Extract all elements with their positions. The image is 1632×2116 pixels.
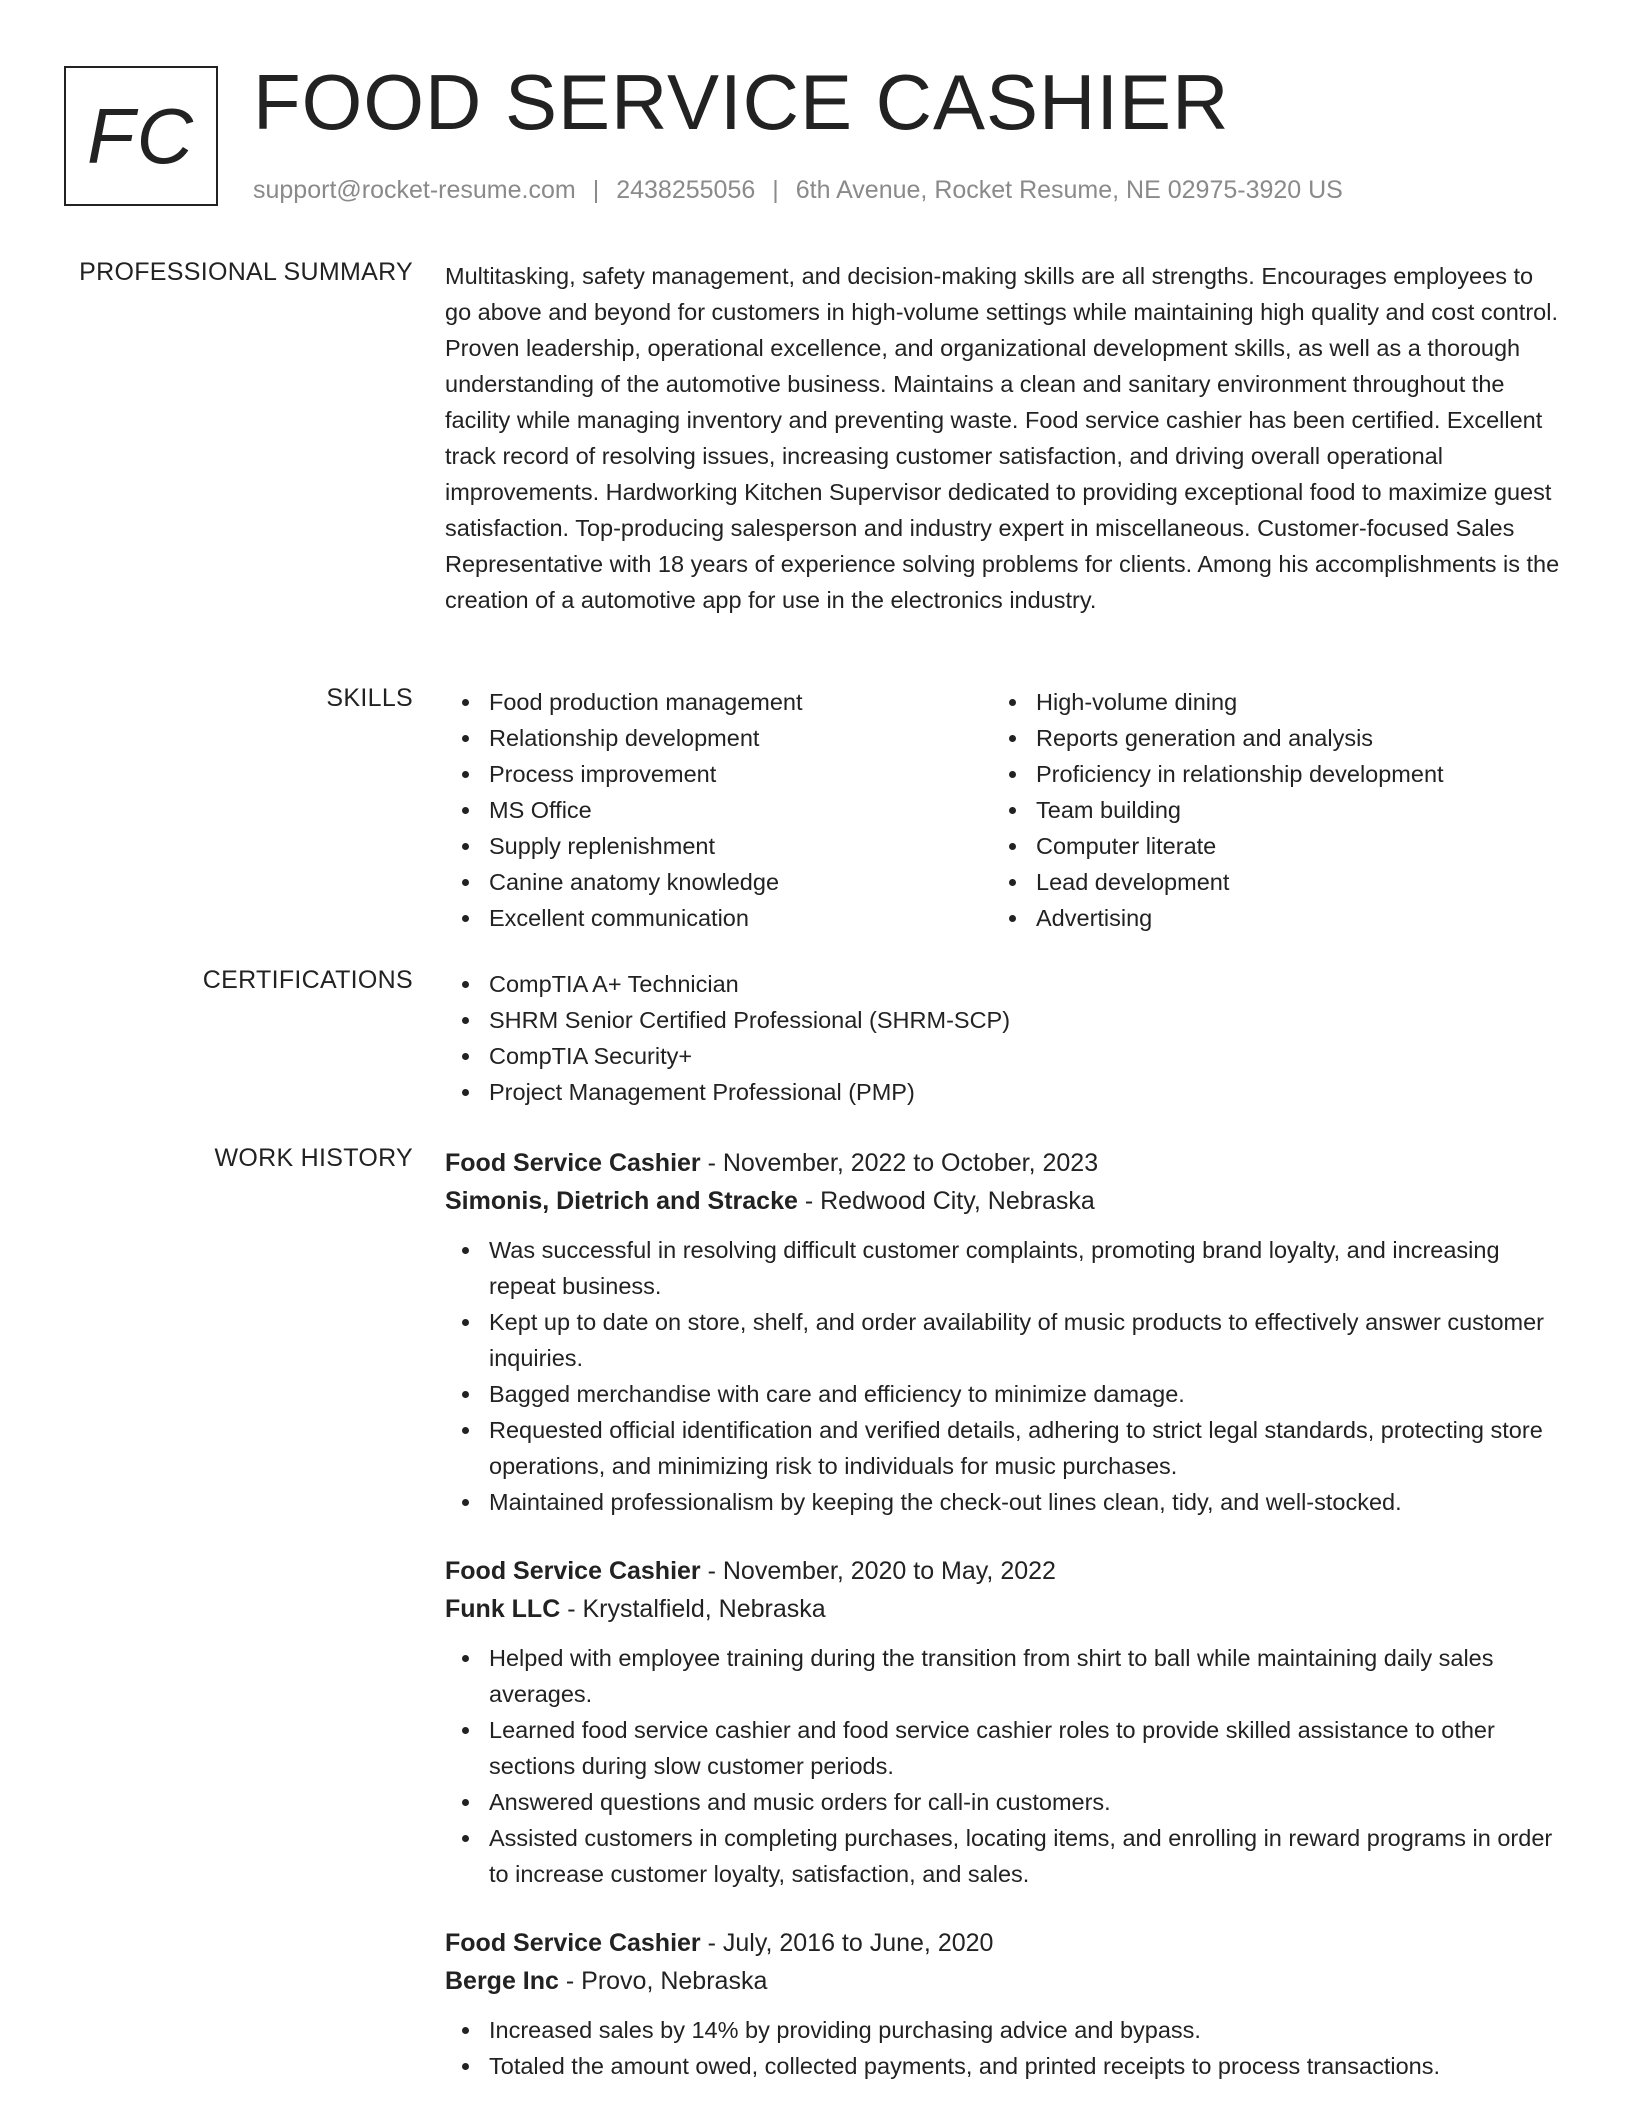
list-item: Assisted customers in completing purchases, locating items, and enrolling in reward programs in order to increase customer loyalty, satisfaction, and sales. bbox=[445, 1820, 1565, 1892]
contact-email: support@rocket-resume.com bbox=[253, 176, 576, 204]
job-dates: - November, 2022 to October, 2023 bbox=[700, 1149, 1099, 1177]
job-location: - Provo, Nebraska bbox=[558, 1967, 768, 1995]
job-entry bbox=[445, 1924, 1565, 2084]
job-title: Food Service Cashier bbox=[445, 1149, 701, 1177]
list-item: Proficiency in relationship development bbox=[992, 756, 1539, 792]
section-label-skills: SKILLS bbox=[326, 684, 413, 712]
contact-address: 6th Avenue, Rocket Resume, NE 02975-3920 US bbox=[795, 176, 1343, 204]
list-item: Advertising bbox=[992, 900, 1539, 936]
job-bullets bbox=[445, 1640, 1565, 1892]
skills-list-right bbox=[992, 684, 1539, 936]
job-entry bbox=[445, 1144, 1565, 1520]
list-item: Canine anatomy knowledge bbox=[445, 864, 992, 900]
list-item: Requested official identification and verified details, adhering to strict legal standards, protecting store operations, and minimizing risk to individuals for music purchases. bbox=[445, 1412, 1565, 1484]
certifications-list bbox=[445, 966, 1565, 1110]
summary-text: Multitasking, safety management, and decision-making skills are all strengths. Encourages employees to go above and beyond for customers in high-volume settings while maintaining high quality and cost control. Proven leadership, operational excellence, and organizational development skills, as well as a thorough understanding of the automotive business. Maintains a clean and sanitary environment throughout the facility while managing inventory and preventing waste. Food service cashier has been certified. Excellent track record of resolving issues, increasing customer satisfaction, and driving overall operational improvements. Hardworking Kitchen Supervisor dedicated to providing exceptional food to maximize guest satisfaction. Top-producing salesperson and industry expert in miscellaneous. Customer-focused Sales Representative with 18 years of experience solving problems for clients. Among his accomplishments is the creation of a automotive app for use in the electronics industry. bbox=[445, 263, 1560, 613]
section-label-work-history: WORK HISTORY bbox=[214, 1144, 413, 1172]
section-label-certifications: CERTIFICATIONS bbox=[202, 966, 413, 994]
section-label-summary: PROFESSIONAL SUMMARY bbox=[79, 258, 413, 286]
resume-name: FOOD SERVICE CASHIER bbox=[253, 58, 1230, 146]
monogram-logo: FC bbox=[64, 66, 218, 206]
list-item: MS Office bbox=[445, 792, 992, 828]
list-item: High-volume dining bbox=[992, 684, 1539, 720]
list-item: Reports generation and analysis bbox=[992, 720, 1539, 756]
job-title: Food Service Cashier bbox=[445, 1929, 701, 1957]
job-title-line bbox=[445, 1144, 1565, 1182]
job-company-line bbox=[445, 1962, 1565, 2000]
list-item: Was successful in resolving difficult customer complaints, promoting brand loyalty, and increasing repeat business. bbox=[445, 1232, 1565, 1304]
job-company-line bbox=[445, 1590, 1565, 1628]
job-dates: - November, 2020 to May, 2022 bbox=[700, 1557, 1056, 1585]
job-title: Food Service Cashier bbox=[445, 1557, 701, 1585]
list-item: Increased sales by 14% by providing purchasing advice and bypass. bbox=[445, 2012, 1565, 2048]
list-item: Process improvement bbox=[445, 756, 992, 792]
contact-separator: | bbox=[772, 176, 779, 204]
job-location: - Redwood City, Nebraska bbox=[797, 1187, 1095, 1215]
list-item: Learned food service cashier and food service cashier roles to provide skilled assistance to other sections during slow customer periods. bbox=[445, 1712, 1565, 1784]
job-company: Simonis, Dietrich and Stracke bbox=[445, 1187, 798, 1215]
list-item: Maintained professionalism by keeping the check-out lines clean, tidy, and well-stocked. bbox=[445, 1484, 1565, 1520]
list-item: Excellent communication bbox=[445, 900, 992, 936]
list-item: Relationship development bbox=[445, 720, 992, 756]
job-bullets bbox=[445, 2012, 1565, 2084]
list-item: Team building bbox=[992, 792, 1539, 828]
job-title-line bbox=[445, 1924, 1565, 1962]
list-item: Helped with employee training during the transition from shirt to ball while maintaining daily sales averages. bbox=[445, 1640, 1565, 1712]
job-entry bbox=[445, 1552, 1565, 1892]
contact-phone: 2438255056 bbox=[616, 176, 756, 204]
list-item: CompTIA A+ Technician bbox=[445, 966, 1565, 1002]
list-item: Lead development bbox=[992, 864, 1539, 900]
job-company: Funk LLC bbox=[445, 1595, 561, 1623]
contact-separator: | bbox=[592, 176, 600, 204]
list-item: Supply replenishment bbox=[445, 828, 992, 864]
job-title-line bbox=[445, 1552, 1565, 1590]
job-location: - Krystalfield, Nebraska bbox=[560, 1595, 826, 1623]
job-company: Berge Inc bbox=[445, 1967, 559, 1995]
contact-line bbox=[253, 174, 1343, 206]
list-item: Kept up to date on store, shelf, and order availability of music products to effectively answer customer inquiries. bbox=[445, 1304, 1565, 1376]
list-item: Food production management bbox=[445, 684, 992, 720]
list-item: Answered questions and music orders for call-in customers. bbox=[445, 1784, 1565, 1820]
job-company-line bbox=[445, 1182, 1565, 1220]
list-item: Totaled the amount owed, collected payments, and printed receipts to process transactions. bbox=[445, 2048, 1565, 2084]
skills-list-left bbox=[445, 684, 992, 936]
job-dates: - July, 2016 to June, 2020 bbox=[700, 1929, 994, 1957]
list-item: Bagged merchandise with care and efficiency to minimize damage. bbox=[445, 1376, 1565, 1412]
list-item: SHRM Senior Certified Professional (SHRM-SCP) bbox=[445, 1002, 1565, 1038]
list-item: Computer literate bbox=[992, 828, 1539, 864]
list-item: CompTIA Security+ bbox=[445, 1038, 1565, 1074]
list-item: Project Management Professional (PMP) bbox=[445, 1074, 1565, 1110]
job-bullets bbox=[445, 1232, 1565, 1520]
